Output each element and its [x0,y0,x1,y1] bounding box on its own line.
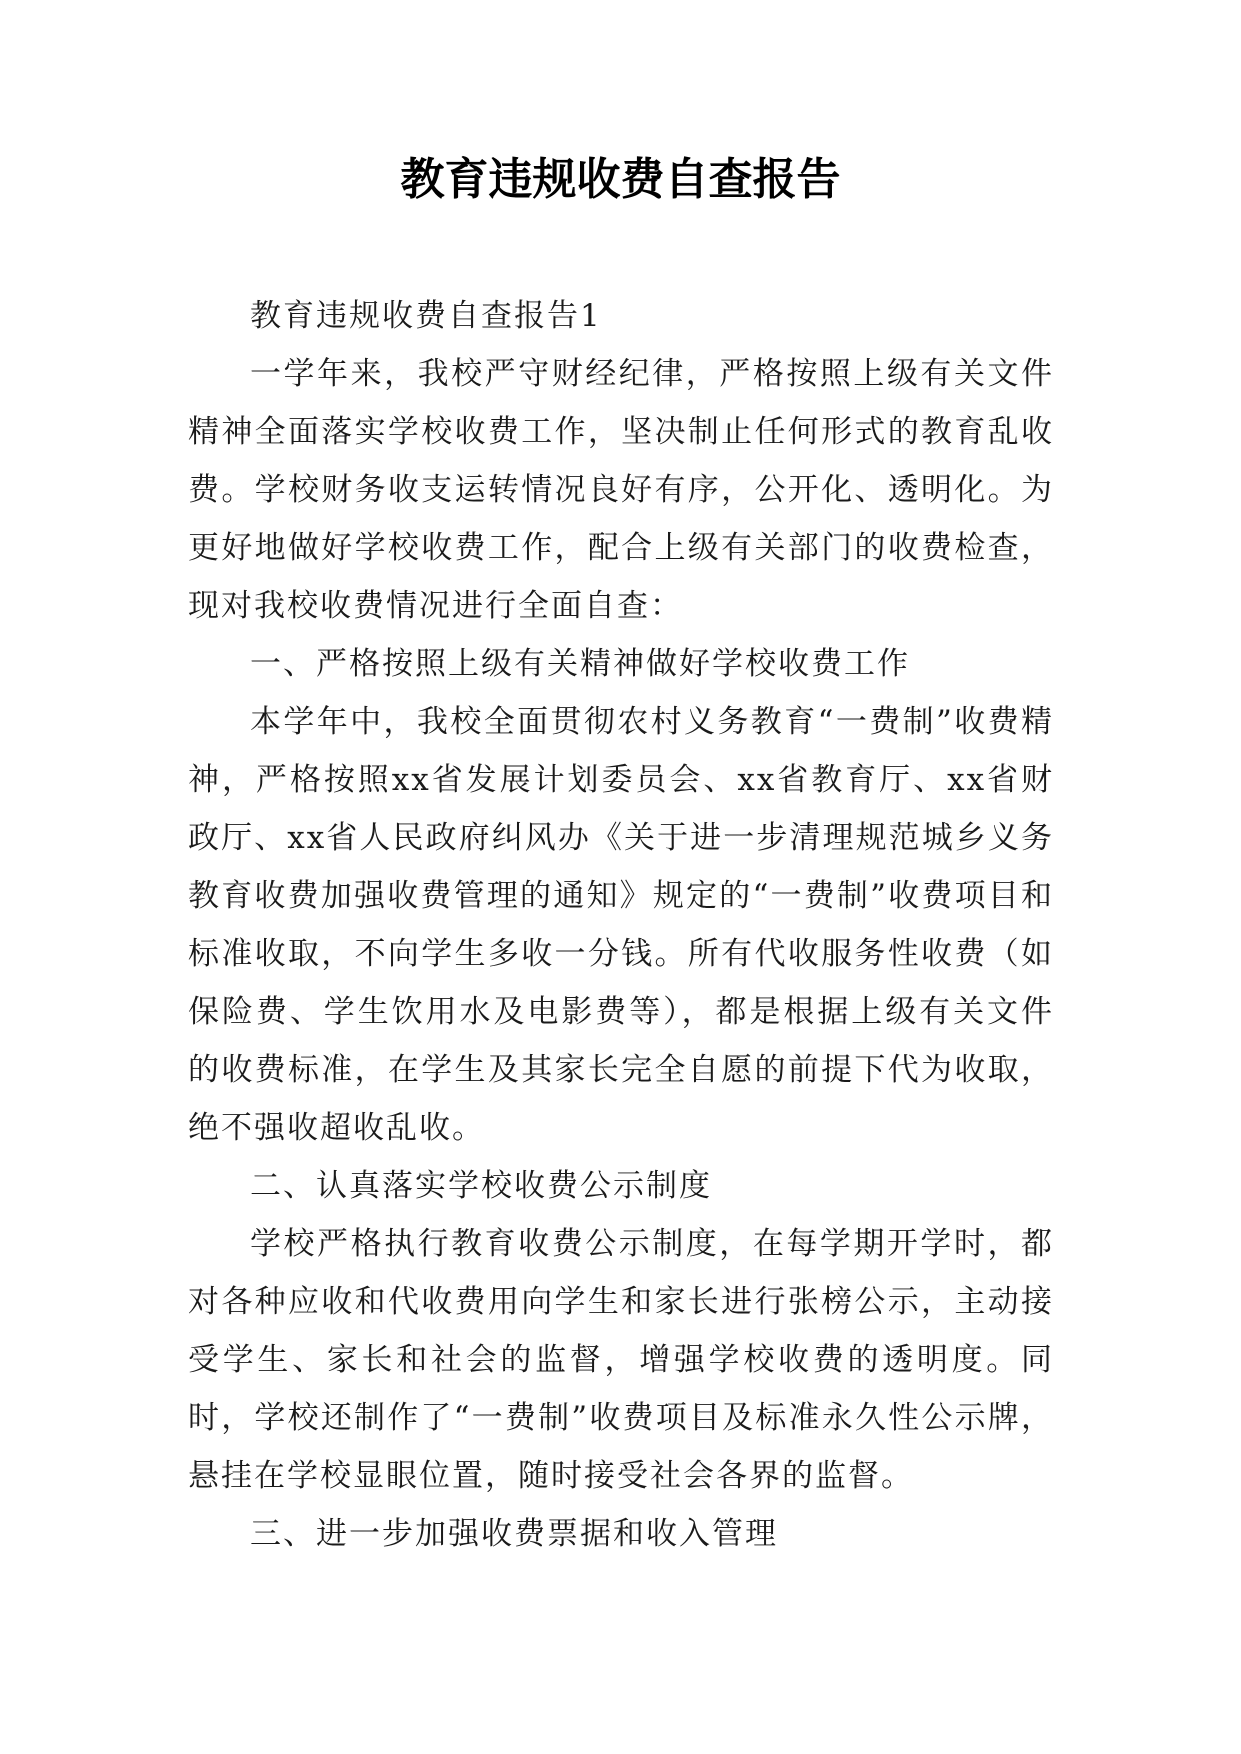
document-title: 教育违规收费自查报告 [400,154,841,205]
section-heading-2: 二、认真落实学校收费公示制度 [250,1168,712,1204]
section-heading-3: 三、进一步加强收费票据和收入管理 [250,1516,778,1552]
report-subtitle: 教育违规收费自查报告1 [250,298,602,334]
document-body [188,287,1054,1563]
section-paragraph-2: 学校严格执行教育收费公示制度，在每学期开学时，都对各种应收和代收费用向学生和家长进行张榜公示，主动接受学生、家长和社会的监督，增强学校收费的透明度。同时，学校还制作了“一费制”收费项目及标准永久性公示牌，悬挂在学校显眼位置，随时接受社会各界的监督。 [188,1226,1054,1494]
section-paragraph-1: 本学年中，我校全面贯彻农村义务教育“一费制”收费精神，严格按照xx省发展计划委员会、xx省教育厅、xx省财政厅、xx省人民政府纠风办《关于进一步清理规范城乡义务教育收费加强收费管理的通知》规定的“一费制”收费项目和标准收取，不向学生多收一分钱。所有代收服务性收费（如保险费、学生饮用水及电影费等），都是根据上级有关文件的收费标准，在学生及其家长完全自愿的前提下代为收取，绝不强收超收乱收。 [188,704,1054,1146]
section-heading-1: 一、严格按照上级有关精神做好学校收费工作 [250,646,910,682]
intro-paragraph: 一学年来，我校严守财经纪律，严格按照上级有关文件精神全面落实学校收费工作，坚决制止任何形式的教育乱收费。学校财务收支运转情况良好有序，公开化、透明化。为更好地做好学校收费工作，配合上级有关部门的收费检查，现对我校收费情况进行全面自查： [188,356,1054,624]
